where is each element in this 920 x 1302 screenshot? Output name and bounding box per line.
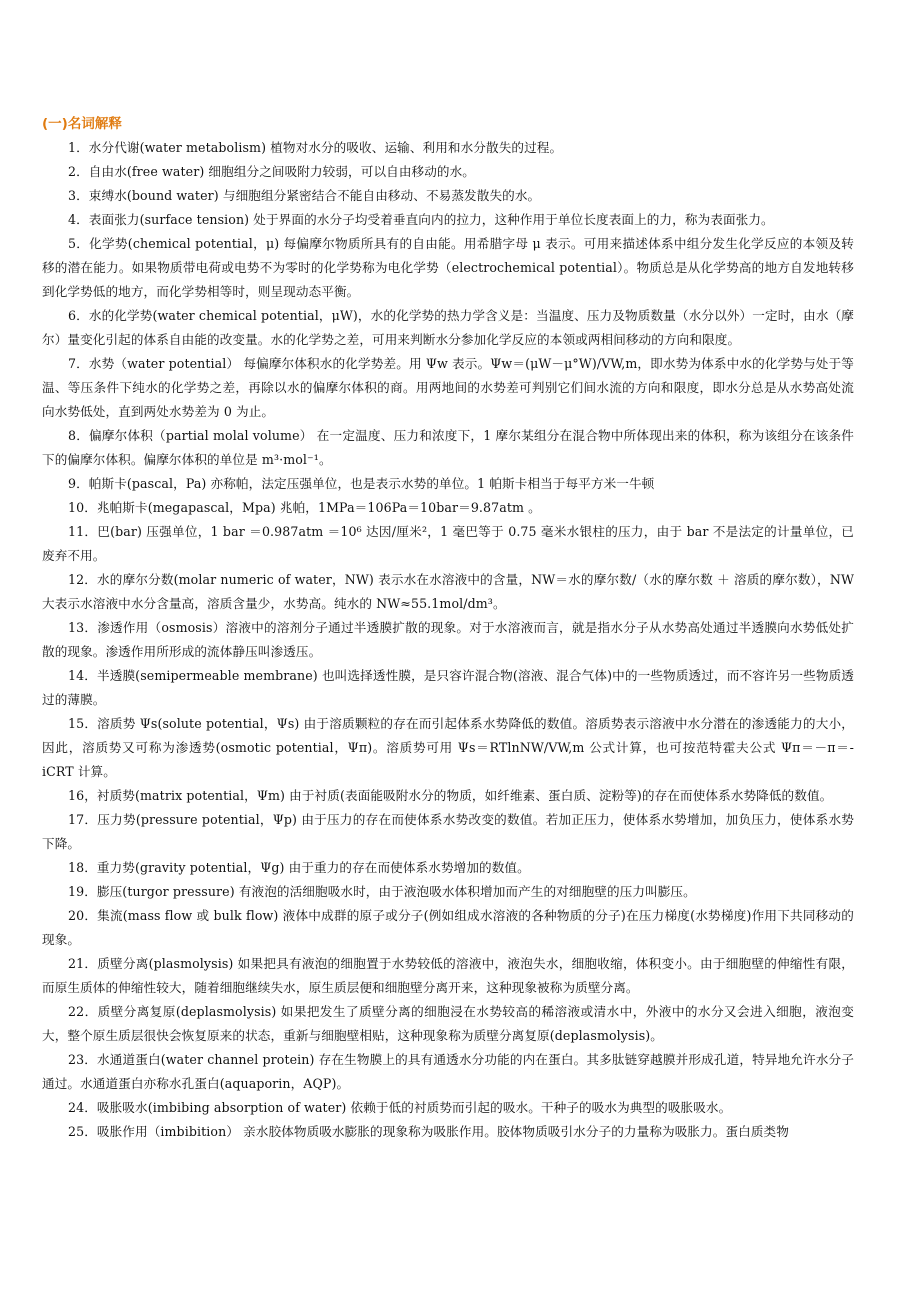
term-entry-25: 25．吸胀作用（imbibition） 亲水胶体物质吸水膨胀的现象称为吸胀作用。胶体物质吸引水分子的力量称为吸胀力。蛋白质类物 [68,1124,789,1139]
term-entry-2: 2．自由水(free water) 细胞组分之间吸附力较弱，可以自由移动的水。 [68,164,475,179]
term-entry-8: 8．偏摩尔体积（partial molal volume） 在一定温度、压力和浓度下，1 摩尔某组分在混合物中所体现出来的体积，称为该组分在该条件下的偏摩尔体积。偏摩尔体积的单位是 m³·mol⁻¹。 [42,428,854,467]
term-entry-9: 9．帕斯卡(pascal，Pa) 亦称帕，法定压强单位，也是表示水势的单位。1 帕斯卡相当于每平方米一牛顿 [68,476,655,491]
term-entry-7: 7．水势（water potential） 每偏摩尔体积水的化学势差。用 Ψw 表示。Ψw＝(μW－μ°W)/VW,m，即水势为体系中水的化学势与处于等温、等压条件下纯水的化学势之差，再除以水的偏摩尔体积的商。用两地间的水势差可判别它们间水流的方向和限度，即水分总是从水势高处流向水势低处，直到两处水势差为 0 为止。 [42,356,854,419]
term-entry-21: 21．质壁分离(plasmolysis) 如果把具有液泡的细胞置于水势较低的溶液中，液泡失水，细胞收缩，体积变小。由于细胞壁的伸缩性有限，而原生质体的伸缩性较大，随着细胞继续失水，原生质层便和细胞壁分离开来，这种现象被称为质壁分离。 [42,956,854,995]
term-entry-3: 3．束缚水(bound water) 与细胞组分紧密结合不能自由移动、不易蒸发散失的水。 [68,188,541,203]
term-entry-12: 12．水的摩尔分数(molar numeric of water，NW) 表示水在水溶液中的含量，NW＝水的摩尔数/（水的摩尔数 ＋ 溶质的摩尔数），NW 大表示水溶液中水分含量高，溶质含量少，水势高。纯水的 NW≈55.1mol/dm³。 [42,572,854,611]
term-entry-13: 13．渗透作用（osmosis）溶液中的溶剂分子通过半透膜扩散的现象。对于水溶液而言，就是指水分子从水势高处通过半透膜向水势低处扩散的现象。渗透作用所形成的流体静压叫渗透压。 [42,620,854,659]
term-entry-20: 20．集流(mass flow 或 bulk flow) 液体中成群的原子或分子(例如组成水溶液的各种物质的分子)在压力梯度(水势梯度)作用下共同移动的现象。 [42,908,854,947]
term-entry-17: 17．压力势(pressure potential，Ψp) 由于压力的存在而使体系水势改变的数值。若加正压力，使体系水势增加，加负压力，使体系水势下降。 [42,812,854,851]
term-entry-11: 11．巴(bar) 压强单位，1 bar ＝0.987atm ＝10⁶ 达因/厘米²，1 毫巴等于 0.75 毫米水银柱的压力，由于 bar 不是法定的计量单位，已废弃不用。 [42,524,854,563]
term-entry-16: 16，衬质势(matrix potential，Ψm) 由于衬质(表面能吸附水分的物质，如纤维素、蛋白质、淀粉等)的存在而使体系水势降低的数值。 [68,788,833,803]
term-entry-10: 10．兆帕斯卡(megapascal，Mpa) 兆帕，1MPa＝106Pa＝10bar＝9.87atm 。 [68,500,541,515]
term-entry-6: 6．水的化学势(water chemical potential，μW)，水的化学势的热力学含义是：当温度、压力及物质数量（水分以外）一定时，由水（摩尔）量变化引起的体系自由能的改变量。水的化学势之差，可用来判断水分参加化学反应的本领或两相间移动的方向和限度。 [42,308,854,347]
term-entry-22: 22．质壁分离复原(deplasmolysis) 如果把发生了质壁分离的细胞浸在水势较高的稀溶液或清水中，外液中的水分又会进入细胞，液泡变大，整个原生质层很快会恢复原来的状态，重新与细胞壁相贴，这种现象称为质壁分离复原(deplasmolysis)。 [42,1004,854,1043]
term-entry-23: 23．水通道蛋白(water channel protein) 存在生物膜上的具有通透水分功能的内在蛋白。其多肽链穿越膜并形成孔道，特异地允许水分子通过。水通道蛋白亦称水孔蛋白(aquaporin，AQP)。 [42,1052,854,1091]
term-entry-4: 4．表面张力(surface tension) 处于界面的水分子均受着垂直向内的拉力，这种作用于单位长度表面上的力，称为表面张力。 [68,212,774,227]
term-entry-1: 1．水分代谢(water metabolism) 植物对水分的吸收、运输、利用和水分散失的过程。 [68,140,563,155]
term-entry-14: 14．半透膜(semipermeable membrane) 也叫选择透性膜，是只容许混合物(溶液、混合气体)中的一些物质透过，而不容许另一些物质透过的薄膜。 [42,668,854,707]
term-entry-24: 24．吸胀吸水(imbibing absorption of water) 依赖于低的衬质势而引起的吸水。干种子的吸水为典型的吸胀吸水。 [68,1100,732,1115]
section-title: (一)名词解释 [42,116,122,132]
term-entry-15: 15．溶质势 Ψs(solute potential，Ψs) 由于溶质颗粒的存在而引起体系水势降低的数值。溶质势表示溶液中水分潜在的渗透能力的大小，因此，溶质势又可称为渗透势(osmotic potential，Ψπ)。溶质势可用 Ψs＝RTlnNW/VW,m 公式计算，也可按范特霍夫公式 Ψπ＝－π＝-iCRT 计算。 [42,716,854,779]
term-entry-19: 19．膨压(turgor pressure) 有液泡的活细胞吸水时，由于液泡吸水体积增加而产生的对细胞壁的压力叫膨压。 [68,884,696,899]
term-entry-5: 5．化学势(chemical potential，μ) 每偏摩尔物质所具有的自由能。用希腊字母 μ 表示。可用来描述体系中组分发生化学反应的本领及转移的潜在能力。如果物质带电荷或电势不为零时的化学势称为电化学势（electrochemical potential）。物质总是从化学势高的地方自发地转移到化学势低的地方，而化学势相等时，则呈现动态平衡。 [42,236,854,299]
term-entry-18: 18．重力势(gravity potential，Ψg) 由于重力的存在而使体系水势增加的数值。 [68,860,530,875]
